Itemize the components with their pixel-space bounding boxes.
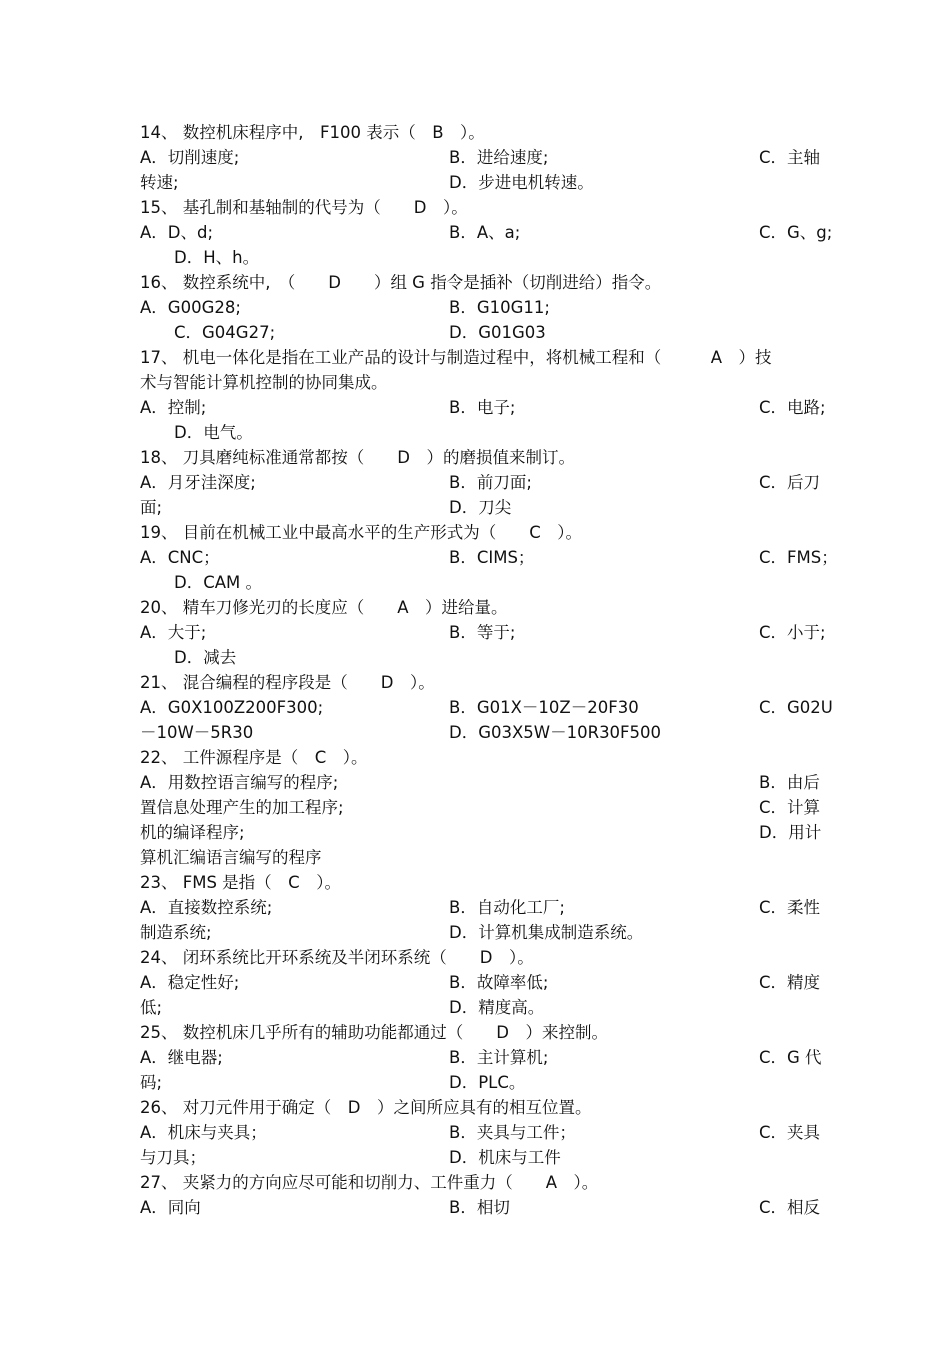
option-c: C．G04G27; bbox=[174, 323, 276, 342]
option-a: A．同向 bbox=[140, 1198, 201, 1217]
question-18-options bbox=[140, 470, 840, 495]
option-c: C．主轴 bbox=[759, 148, 821, 167]
option-a: A．用数控语言编写的程序; bbox=[140, 773, 339, 792]
option-d: D．机床与工件 bbox=[449, 1148, 561, 1167]
option-d: D．减去 bbox=[174, 648, 237, 667]
option-b: B．夹具与工件； bbox=[449, 1123, 576, 1142]
question-14-options bbox=[140, 145, 840, 170]
option-b: B．等于; bbox=[449, 623, 516, 642]
option-d: D．H、h。 bbox=[174, 248, 260, 267]
option-a: A．控制; bbox=[140, 398, 207, 417]
option-c: C．G02U bbox=[759, 698, 833, 717]
question-25-options bbox=[140, 1045, 840, 1070]
question-16-options bbox=[140, 295, 840, 320]
option-c: C．小于; bbox=[759, 623, 826, 642]
option-d: D．电气。 bbox=[174, 423, 253, 442]
question-22-options bbox=[140, 770, 840, 795]
option-c: C．柔性 bbox=[759, 898, 821, 917]
option-c: C．精度 bbox=[759, 973, 821, 992]
question-16-options-cont bbox=[140, 320, 840, 345]
option-c: C．G 代 bbox=[759, 1048, 822, 1067]
option-a: A．机床与夹具； bbox=[140, 1123, 267, 1142]
question-24-options bbox=[140, 970, 840, 995]
question-27-options bbox=[140, 1195, 840, 1220]
option-d: D．PLC。 bbox=[449, 1073, 526, 1092]
question-18-stem: 18、 刀具磨纯标准通常都按（ D ）的磨损值来制订。 bbox=[140, 448, 575, 467]
question-21-options-cont: －10W－5R30 D．G03X5W－10R30F500 bbox=[140, 720, 840, 745]
option-b: B．由后 bbox=[759, 773, 820, 792]
question-22-stem: 22、 工件源程序是（ C ）。 bbox=[140, 748, 368, 767]
question-23-stem: 23、 FMS 是指（ C ）。 bbox=[140, 873, 341, 892]
question-23-options bbox=[140, 895, 840, 920]
question-26-stem: 26、 对刀元件用于确定（ D ）之间所应具有的相互位置。 bbox=[140, 1098, 592, 1117]
question-19-options-cont bbox=[140, 570, 840, 595]
question-26-options bbox=[140, 1120, 840, 1145]
option-d: D．计算机集成制造系统。 bbox=[449, 923, 644, 942]
option-d: D．刀尖 bbox=[449, 498, 512, 517]
option-d: D．精度高。 bbox=[449, 998, 545, 1017]
option-b: B．自动化工厂; bbox=[449, 898, 565, 917]
question-24-stem: 24、 闭环系统比开环系统及半闭环系统（ D ）。 bbox=[140, 948, 534, 967]
question-17-options bbox=[140, 395, 840, 420]
option-d: D．用计 bbox=[759, 823, 822, 842]
option-c: C．相反 bbox=[759, 1198, 821, 1217]
option-a: A．稳定性好; bbox=[140, 973, 240, 992]
option-c: C．计算 bbox=[759, 798, 821, 817]
option-a: A．G00G28; bbox=[140, 298, 241, 317]
question-20-options-cont bbox=[140, 645, 840, 670]
question-18-options-cont: 面; D．刀尖 bbox=[140, 495, 840, 520]
question-14-stem: 14、 数控机床程序中, F100 表示（ B ）。 bbox=[140, 123, 485, 142]
option-b: B．进给速度; bbox=[449, 148, 549, 167]
option-c: C．夹具 bbox=[759, 1123, 821, 1142]
question-17-stem: 17、 机电一体化是指在工业产品的设计与制造过程中，将机械工程和（ A ）技 bbox=[140, 348, 772, 367]
option-b: B．相切 bbox=[449, 1198, 510, 1217]
option-d: D．G03X5W－10R30F500 bbox=[449, 723, 662, 742]
question-26-options-cont: 与刀具； D．机床与工件 bbox=[140, 1145, 840, 1170]
question-17-stem-cont: 术与智能计算机控制的协同集成。 bbox=[140, 373, 388, 392]
option-b: B．故障率低; bbox=[449, 973, 549, 992]
option-a: A．CNC； bbox=[140, 548, 220, 567]
question-22-options-cont: 置信息处理产生的加工程序; C．计算 bbox=[140, 795, 840, 820]
option-a: A．D、d; bbox=[140, 223, 214, 242]
option-a: A．切削速度; bbox=[140, 148, 240, 167]
question-20-options bbox=[140, 620, 840, 645]
question-15-options-cont bbox=[140, 245, 840, 270]
option-b: B．A、a; bbox=[449, 223, 521, 242]
question-22-options-cont: 算机汇编语言编写的程序 bbox=[140, 848, 322, 867]
option-a: A．G0X100Z200F300; bbox=[140, 698, 324, 717]
option-a: A．直接数控系统; bbox=[140, 898, 273, 917]
question-15-options bbox=[140, 220, 840, 245]
option-b: B．G10G11; bbox=[449, 298, 550, 317]
option-c: C．FMS； bbox=[759, 548, 838, 567]
question-25-options-cont: 码; D．PLC。 bbox=[140, 1070, 840, 1095]
question-22-options-cont: 机的编译程序; D．用计 bbox=[140, 820, 840, 845]
question-23-options-cont: 制造系统; D．计算机集成制造系统。 bbox=[140, 920, 840, 945]
option-a: A．月牙洼深度; bbox=[140, 473, 256, 492]
option-d: D．步进电机转速。 bbox=[449, 173, 594, 192]
option-c: C．后刀 bbox=[759, 473, 821, 492]
option-a: A．大于; bbox=[140, 623, 207, 642]
question-19-options bbox=[140, 545, 840, 570]
option-c: C．G、g; bbox=[759, 223, 833, 242]
option-d: D．G01G03 bbox=[449, 323, 546, 342]
question-21-options bbox=[140, 695, 840, 720]
question-15-stem: 15、 基孔制和基轴制的代号为（ D ）。 bbox=[140, 198, 468, 217]
option-a: A．继电器; bbox=[140, 1048, 223, 1067]
option-b: B．G01X－10Z－20F30 bbox=[449, 698, 639, 717]
question-14-options-cont: 转速; D．步进电机转速。 bbox=[140, 170, 840, 195]
question-17-options-cont bbox=[140, 420, 840, 445]
option-c: C．电路; bbox=[759, 398, 826, 417]
question-24-options-cont: 低; D．精度高。 bbox=[140, 995, 840, 1020]
question-21-stem: 21、 混合编程的程序段是（ D ）。 bbox=[140, 673, 435, 692]
option-d: D．CAM 。 bbox=[174, 573, 262, 592]
option-b: B．CIMS； bbox=[449, 548, 535, 567]
question-16-stem: 16、 数控系统中, （ D ）组 G 指令是插补（切削进给）指令。 bbox=[140, 273, 662, 292]
option-b: B．主计算机; bbox=[449, 1048, 549, 1067]
question-25-stem: 25、 数控机床几乎所有的辅助功能都通过（ D ）来控制。 bbox=[140, 1023, 608, 1042]
question-20-stem: 20、 精车刀修光刃的长度应（ A ）进给量。 bbox=[140, 598, 508, 617]
question-19-stem: 19、 目前在机械工业中最高水平的生产形式为（ C ）。 bbox=[140, 523, 583, 542]
question-27-stem: 27、 夹紧力的方向应尽可能和切削力、工件重力（ A ）。 bbox=[140, 1173, 599, 1192]
option-b: B．前刀面; bbox=[449, 473, 532, 492]
option-b: B．电子; bbox=[449, 398, 516, 417]
